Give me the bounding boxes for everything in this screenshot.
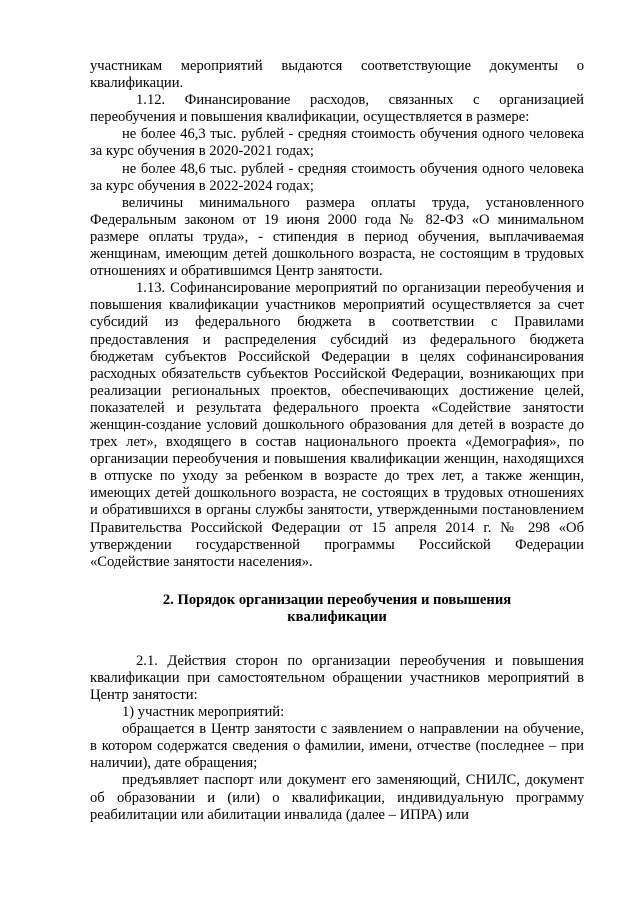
- paragraph-1-12: 1.12. Финансирование расходов, связанных с организацией переобучения и повышения квалификации, осуществляется в размере:: [90, 92, 584, 126]
- section-2-heading: [90, 592, 584, 627]
- section-2-heading-line1: 2. Порядок организации переобучения и повышения: [162, 591, 512, 608]
- paragraph-participant: 1) участник мероприятий:: [122, 704, 285, 721]
- paragraph-cost-2020: не более 46,3 тыс. рублей - средняя стоимость обучения одного человека за курс обучения в 2020-2021 годах;: [90, 126, 584, 160]
- paragraph-min-wage: величины минимального размера оплаты труда, установленного Федеральным законом от 19 июня 2000 года № 82-ФЗ «О минимальном размере оплаты труда», - стипендия в период обучения, выплачиваемая женщинам, имеющим детей дошкольного возраста, не состоящим в трудовых отношениях и обратившимся Центр занятости.: [90, 194, 584, 280]
- paragraph-applies: обращается в Центр занятости с заявлением о направлении на обучение, в котором содержатся сведения о фамилии, имени, отчестве (последнее – при наличии), дате обращения;: [90, 721, 584, 772]
- section-2-heading-line2: квалификации: [287, 609, 387, 626]
- paragraph-cost-2022: не более 48,6 тыс. рублей - средняя стоимость обучения одного человека за курс обучения в 2022-2024 годах;: [90, 160, 584, 194]
- paragraph-2-1: 2.1. Действия сторон по организации переобучения и повышения квалификации при самостоятельном обращении участников мероприятий в Центр занятости:: [90, 652, 584, 703]
- paragraph-intro: участникам мероприятий выдаются соответствующие документы о квалификации.: [90, 58, 584, 92]
- paragraph-1-13: 1.13. Софинансирование мероприятий по организации переобучения и повышения квалификации участников мероприятий осуществляется за счет субсидий из федерального бюджета в соответствии с Правилами предоставления и распределения субсидий из федерального бюджета бюджетам субъектов Российской Федерации в целях софинансирования расходных обязательств субъектов Российской Федерации, возникающих при реализации региональных проектов, обеспечивающих достижение целей, показателей и результата федерального проекта «Содействие занятости женщин-создание условий дошкольного образования для детей в возрасте до трех лет», входящего в состав национального проекта «Демография», по организации переобучения и повышения квалификации женщин, находящихся в отпуске по уходу за ребенком в возрасте до трех лет, а также женщин, имеющих детей дошкольного возраста, не состоящих в трудовых отношениях и обратившихся в органы службы занятости, утвержденными постановлением Правительства Российской Федерации от 15 апреля 2014 г. № 298 «Об утверждении государственной программы Российской Федерации «Содействие занятости населения».: [90, 280, 584, 570]
- paragraph-presents: предъявляет паспорт или документ его заменяющий, СНИЛС, документ об образовании и (или) о квалификации, индивидуальную программу реабилитации или абилитации инвалида (далее – ИПРА) или: [90, 772, 584, 823]
- document-page: [90, 58, 584, 824]
